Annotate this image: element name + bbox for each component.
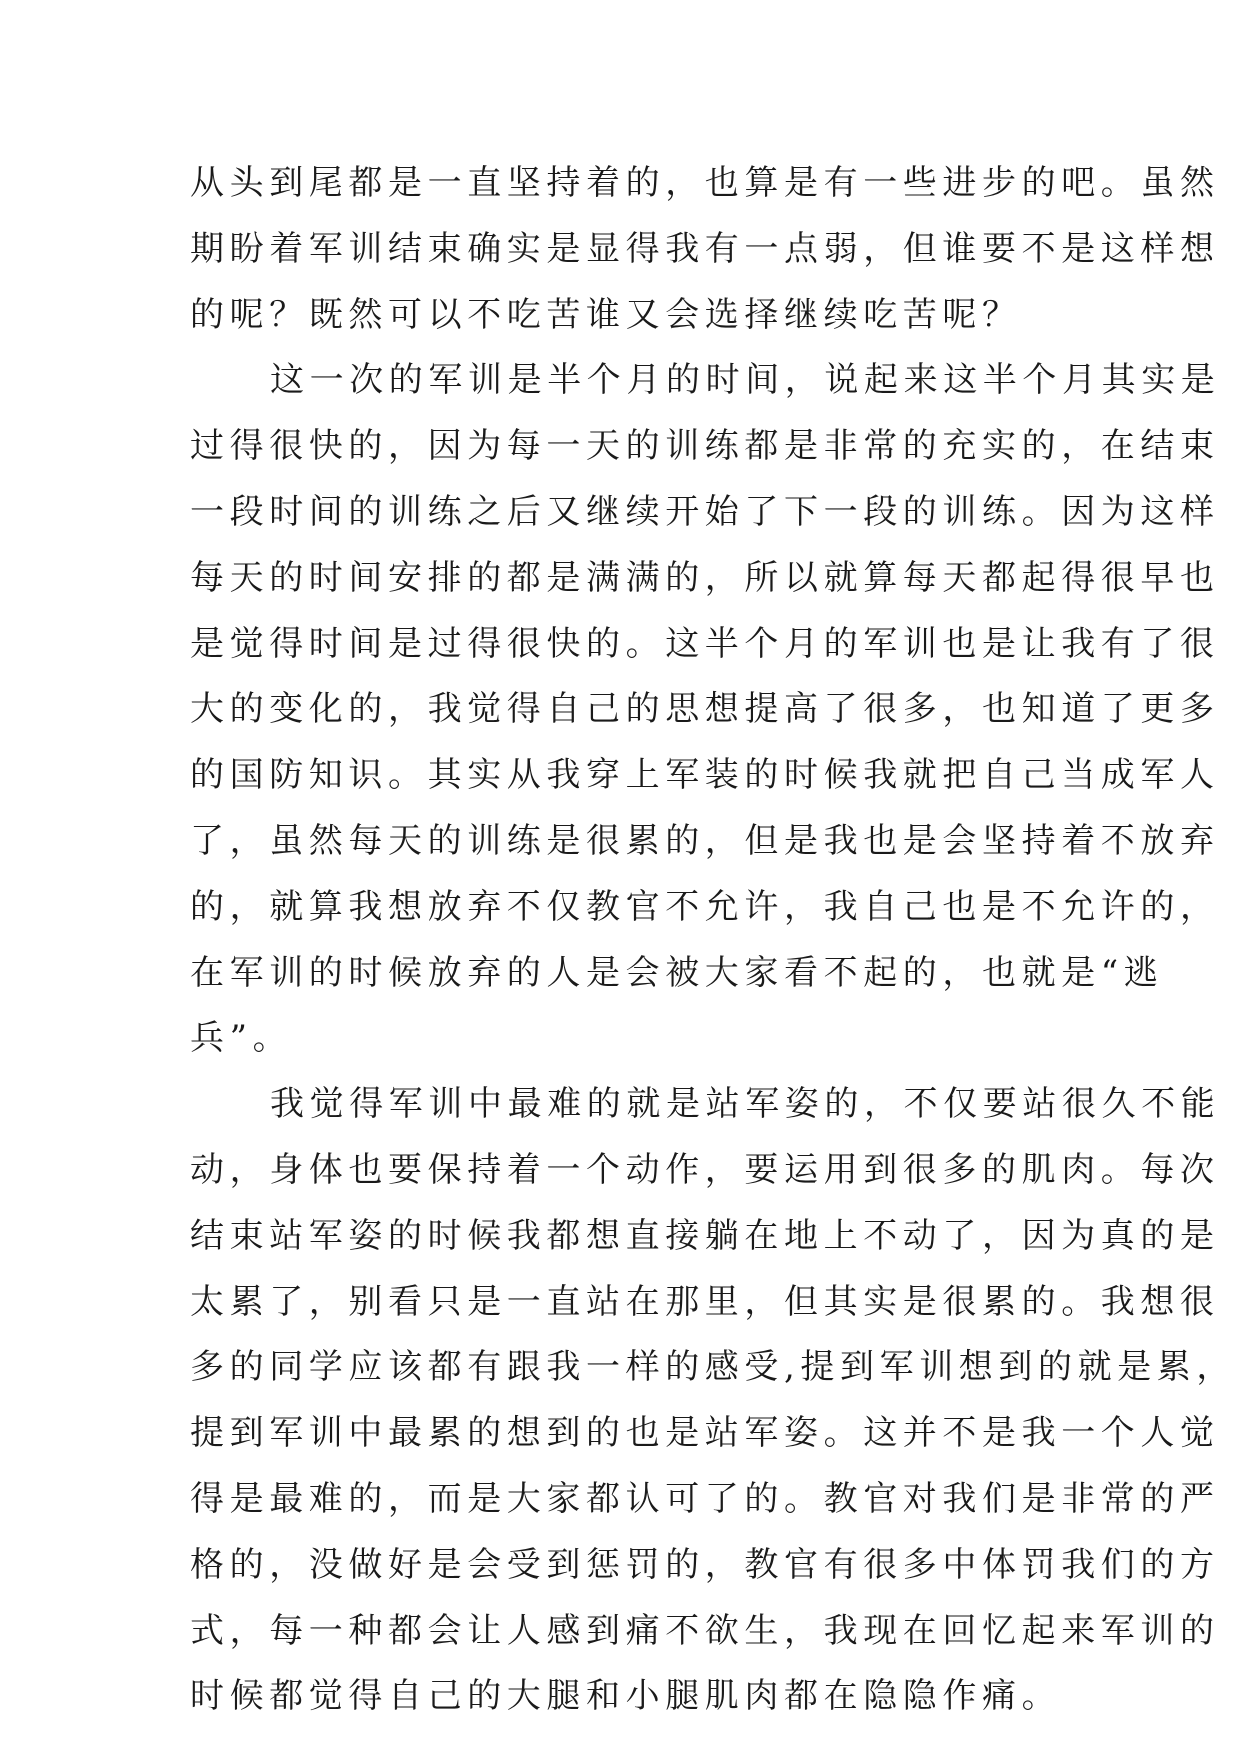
text-line: 兵”。: [190, 1018, 293, 1059]
text-line: 这一次的军训是半个月的时间，说起来这半个月其实是: [270, 360, 1221, 401]
text-line: 多的同学应该都有跟我一样的感受,提到军训想到的就是累，: [190, 1347, 1237, 1388]
text-line: 提到军训中最累的想到的也是站军姿。这并不是我一个人觉: [190, 1413, 1220, 1454]
text-line: 动，身体也要保持着一个动作，要运用到很多的肌肉。每次: [190, 1149, 1220, 1190]
text-line: 的国防知识。其实从我穿上军装的时候我就把自己当成军人: [190, 755, 1220, 796]
text-line: 的呢？既然可以不吃苦谁又会选择继续吃苦呢？: [190, 294, 1022, 335]
text-line: 时候都觉得自己的大腿和小腿肌肉都在隐隐作痛。: [190, 1676, 1062, 1717]
text-line: 太累了，别看只是一直站在那里，但其实是很累的。我想很: [190, 1281, 1220, 1322]
text-line: 我觉得军训中最难的就是站军姿的，不仅要站很久不能: [270, 1084, 1221, 1125]
text-line: 过得很快的，因为每一天的训练都是非常的充实的，在结束: [190, 426, 1220, 467]
text-line: 大的变化的，我觉得自己的思想提高了很多，也知道了更多: [190, 689, 1220, 730]
paragraph-1: [190, 160, 1220, 357]
text-line: 期盼着军训结束确实是显得我有一点弱，但谁要不是这样想: [190, 228, 1220, 269]
text-line: 是觉得时间是过得很快的。这半个月的军训也是让我有了很: [190, 623, 1220, 664]
text-line: 格的，没做好是会受到惩罚的，教官有很多中体罚我们的方: [190, 1544, 1220, 1585]
text-line: 得是最难的，而是大家都认可了的。教官对我们是非常的严: [190, 1478, 1220, 1519]
text-line: 结束站军姿的时候我都想直接躺在地上不动了，因为真的是: [190, 1215, 1220, 1256]
text-line: 每天的时间安排的都是满满的，所以就算每天都起得很早也: [190, 557, 1220, 598]
document-body: [190, 160, 1237, 1739]
text-line: 的，就算我想放弃不仅教官不允许，我自己也是不允许的，: [190, 886, 1220, 927]
paragraph-3: [190, 1081, 1237, 1739]
text-line: 在军训的时候放弃的人是会被大家看不起的，也就是“逃: [190, 952, 1164, 993]
text-line: 从头到尾都是一直坚持着的，也算是有一些进步的吧。虽然: [190, 163, 1220, 203]
text-line: 式，每一种都会让人感到痛不欲生，我现在回忆起来军训的: [190, 1610, 1220, 1651]
text-line: 了，虽然每天的训练是很累的，但是我也是会坚持着不放弃: [190, 820, 1220, 861]
paragraph-2: [190, 357, 1221, 1081]
text-line: 一段时间的训练之后又继续开始了下一段的训练。因为这样: [190, 491, 1220, 532]
